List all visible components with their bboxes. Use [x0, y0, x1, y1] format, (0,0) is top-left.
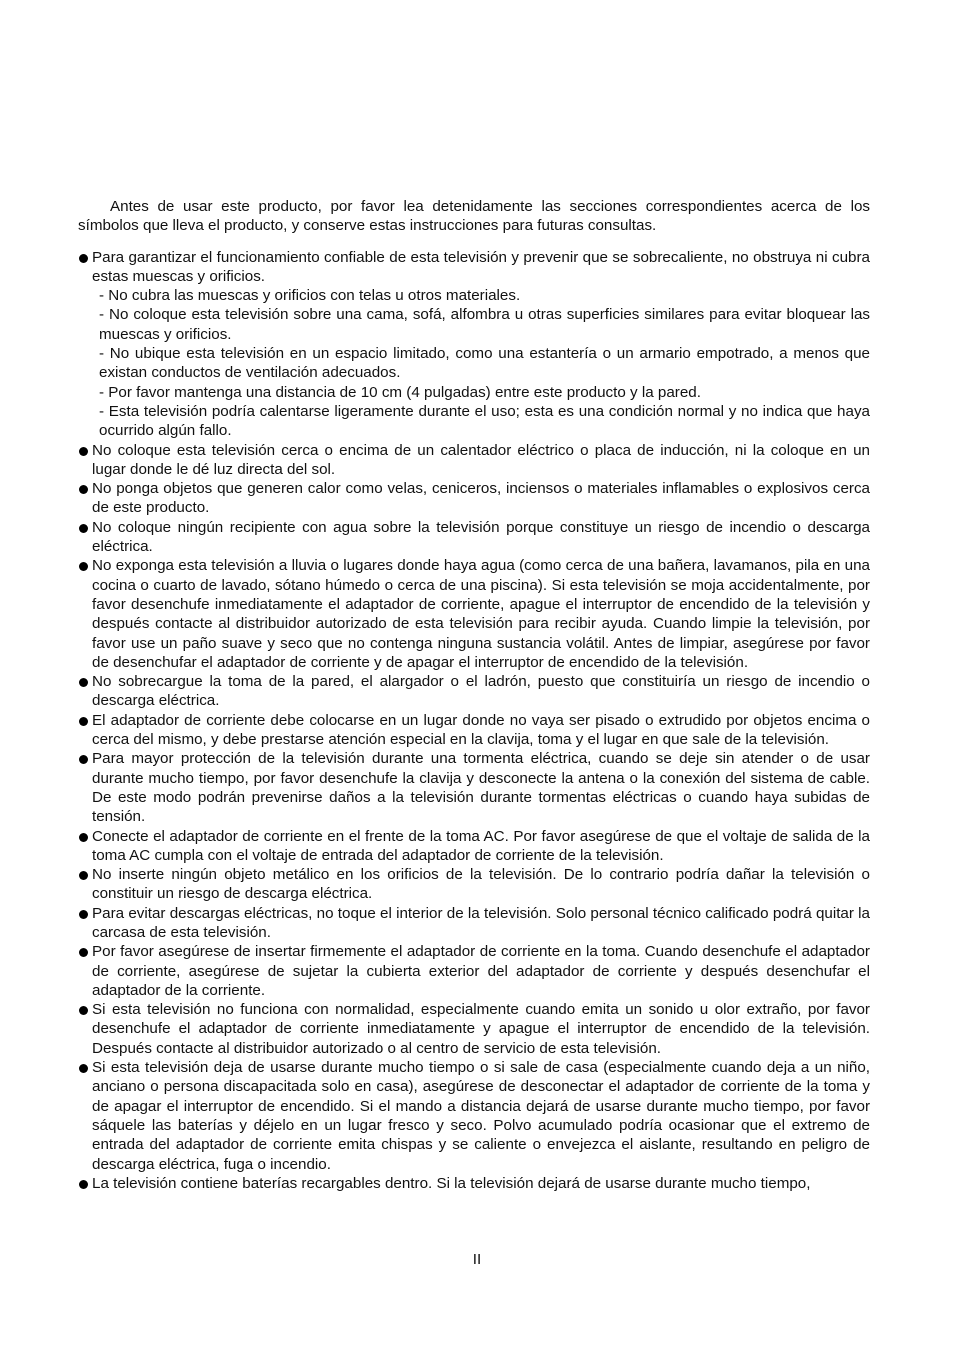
bullet-icon	[79, 447, 88, 456]
sub-item: - No coloque esta televisión sobre una cama, sofá, alfombra u otras superficies similares para evitar bloquear las muescas y orificios.	[99, 306, 870, 343]
safety-item	[78, 904, 870, 943]
page-number: II	[472, 1251, 482, 1268]
item-text: Si esta televisión no funciona con normalidad, especialmente cuando emita un sonido u olor extraño, por favor desenchufe el adaptador de corriente inmediatamente y apague el interruptor de encendido de la televisión. Después contacte al distribuidor autorizado o al centro de servicio de esta televisión.	[92, 1001, 870, 1057]
document-body	[78, 197, 870, 1193]
item-text: Para garantizar el funcionamiento confiable de esta televisión y prevenir que se sobrecaliente, no obstruya ni cubra estas muescas y orificios.	[92, 248, 870, 285]
sub-item: - Por favor mantenga una distancia de 10 cm (4 pulgadas) entre este producto y la pared.	[99, 383, 701, 401]
item-text: No coloque esta televisión cerca o encima de un calentador eléctrico o placa de inducción, ni la coloque en un lugar donde le dé luz directa del sol.	[92, 441, 870, 478]
item-text: Para mayor protección de la televisión durante una tormenta eléctrica, cuando se deje sin atender o de usar durante mucho tiempo, por favor desenchufe la clavija y desconecte la antena o la conexión del sistema de cable. De este modo podrán prevenirse daños a la televisión durante tormentas eléctricas o cuando haya subidas de tensión.	[92, 750, 870, 826]
safety-item	[78, 441, 870, 480]
item-text: El adaptador de corriente debe colocarse en un lugar donde no vaya ser pisado o extrudido por objetos encima o cerca del mismo, y debe prestarse atención especial en la clavija, toma y el lugar en que sale de la televisión.	[92, 711, 870, 749]
safety-item	[78, 827, 870, 866]
intro-paragraph: Antes de usar este producto, por favor lea detenidamente las secciones correspondientes acerca de los símbolos que lleva el producto, y conserve estas instrucciones para futuras consultas.	[78, 198, 870, 235]
safety-item	[78, 1000, 870, 1058]
bullet-icon	[79, 871, 88, 880]
safety-item	[78, 749, 870, 826]
item-text: No ponga objetos que generen calor como velas, ceniceros, inciensos o materiales inflamables o explosivos cerca de este producto.	[92, 480, 870, 517]
safety-item-ventilation	[78, 248, 870, 441]
safety-item	[78, 942, 870, 1000]
bullet-icon	[79, 1180, 88, 1189]
safety-item	[78, 1058, 870, 1174]
bullet-icon	[79, 755, 88, 764]
safety-item	[78, 518, 870, 557]
bullet-icon	[79, 948, 88, 957]
bullet-icon	[79, 562, 88, 571]
sub-item: - Esta televisión podría calentarse ligeramente durante el uso; esta es una condición normal y no indica que haya ocurrido algún fallo.	[99, 402, 870, 440]
item-text: Por favor asegúrese de insertar firmemente el adaptador de corriente en la toma. Cuando desenchufe el adaptador de corriente, asegúrese de sujetar la cubierta exterior del adaptador de corriente y después desenchufar el adaptador de la corriente.	[92, 943, 870, 999]
safety-item	[78, 479, 870, 518]
safety-item	[78, 1174, 870, 1193]
sub-item: - No cubra las muescas y orificios con telas u otros materiales.	[99, 287, 521, 305]
bullet-icon	[79, 833, 88, 842]
bullet-icon	[79, 524, 88, 533]
item-text: Para evitar descargas eléctricas, no toque el interior de la televisión. Solo personal técnico calificado podrá quitar la carcasa de esta televisión.	[92, 904, 870, 941]
bullet-icon	[79, 254, 88, 263]
item-text: No inserte ningún objeto metálico en los orificios de la televisión. De lo contrario podría dañar la televisión o constituir un riesgo de descarga eléctrica.	[92, 866, 870, 903]
bullet-icon	[79, 485, 88, 494]
item-text: Conecte el adaptador de corriente en el frente de la toma AC. Por favor asegúrese de que el voltaje de salida de la toma AC cumpla con el voltaje de entrada del adaptador de corriente de la televisión.	[92, 827, 870, 864]
item-text: No exponga esta televisión a lluvia o lugares donde haya agua (como cerca de una bañera, lavamanos, pila en una cocina o cuarto de lavado, sótano húmedo o cerca de una piscina). Si esta televisión se moja accidentalmente, por favor desenchufe inmediatamente el adaptador de corriente, apague el interruptor de encendido de la televisión y después contacte al distribuidor autorizado de esta televisión para recibir ayuda. Cuando limpie la televisión, por favor use un paño suave y seco que no contenga ninguna sustancia volátil. Antes de limpiar, asegúrese por favor de desenchufar el adaptador de corriente y de apagar el interruptor de encendido de la televisión.	[92, 557, 870, 671]
bullet-icon	[79, 1006, 88, 1015]
bullet-icon	[79, 910, 88, 919]
safety-item	[78, 865, 870, 904]
safety-item	[78, 711, 870, 750]
item-text: No sobrecargue la toma de la pared, el alargador o el ladrón, puesto que constituiría un riesgo de incendio o descarga eléctrica.	[92, 673, 870, 710]
safety-item	[78, 556, 870, 672]
sub-item: - No ubique esta televisión en un espacio limitado, como una estantería o un armario empotrado, a menos que existan conductos de ventilación adecuados.	[99, 345, 870, 382]
bullet-icon	[79, 1064, 88, 1073]
bullet-icon	[79, 678, 88, 687]
safety-item	[78, 672, 870, 711]
item-text: La televisión contiene baterías recargables dentro. Si la televisión dejará de usarse durante mucho tiempo,	[92, 1174, 811, 1192]
item-text: Si esta televisión deja de usarse durante mucho tiempo o si sale de casa (especialmente cuando deja a un niño, anciano o persona discapacitada solo en casa), asegúrese de desconectar el adaptador de corriente de la toma y de apagar el interruptor de encendido. Si el mando a distancia dejará de usarse durante mucho tiempo, por favor sáquele las baterías y déjelo en un lugar fresco y seco. Polvo acumulado podría ocasionar que el extremo de entrada del adaptador de corriente emita chispas y se caliente o envejezca el aislante, resultando en peligro de descarga eléctrica, fuga o incendio.	[92, 1059, 870, 1173]
bullet-icon	[79, 717, 88, 726]
item-text: No coloque ningún recipiente con agua sobre la televisión porque constituye un riesgo de incendio o descarga eléctrica.	[92, 518, 870, 556]
